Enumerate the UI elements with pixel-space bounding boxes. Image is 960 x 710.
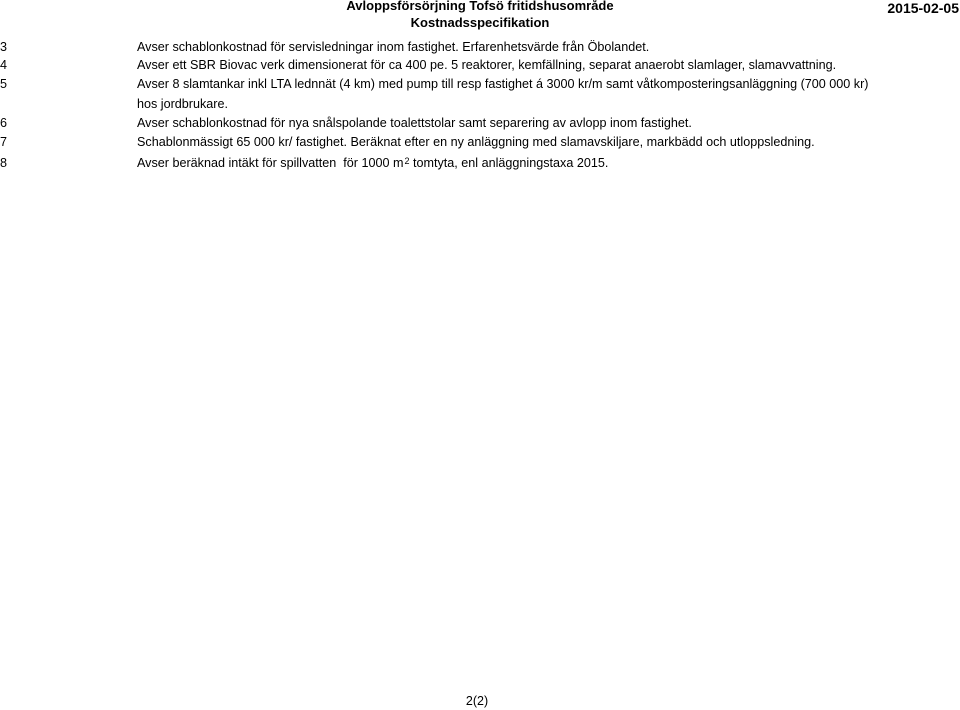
note-text: Avser schablonkostnad för servisledningar inom fastighet. Erfarenhetsvärde från Öbolandet.	[137, 40, 650, 54]
note-text: Avser schablonkostnad för nya snålspolande toalettstolar samt separering av avlopp inom fastighet.	[137, 116, 692, 130]
note-number: 7	[0, 135, 8, 149]
note-text-after: tomtyta, enl anläggningstaxa 2015.	[409, 156, 609, 170]
note-number: 4	[0, 58, 8, 72]
note-number: 3	[0, 40, 8, 54]
note-text	[137, 154, 608, 173]
superscript-two: 2	[404, 156, 410, 166]
note-text: Schablonmässigt 65 000 kr/ fastighet. Beräknat efter en ny anläggning med slamavskiljare, markbädd och utloppsledning.	[137, 135, 815, 149]
note-number: 6	[0, 116, 8, 130]
document-date: 2015-02-05	[887, 0, 959, 16]
note-text-continuation: hos jordbrukare.	[137, 97, 229, 111]
note-text: Avser 8 slamtankar inkl LTA lednnät (4 km) med pump till resp fastighet á 3000 kr/m samt våtkomposteringsanläggning (700 000 kr)	[137, 77, 869, 91]
note-text: Avser ett SBR Biovac verk dimensionerat för ca 400 pe. 5 reaktorer, kemfällning, separat anaerobt slamlager, slamavvattning.	[137, 58, 837, 72]
document-title: Avloppsförsörjning Tofsö fritidshusområde	[346, 0, 614, 13]
note-text-before: Avser beräknad intäkt för spillvatten för 1000 m	[137, 156, 404, 170]
document-subtitle: Kostnadsspecifikation	[410, 15, 550, 30]
note-number: 8	[0, 156, 8, 170]
page-number: 2(2)	[465, 694, 489, 708]
note-number: 5	[0, 77, 8, 91]
